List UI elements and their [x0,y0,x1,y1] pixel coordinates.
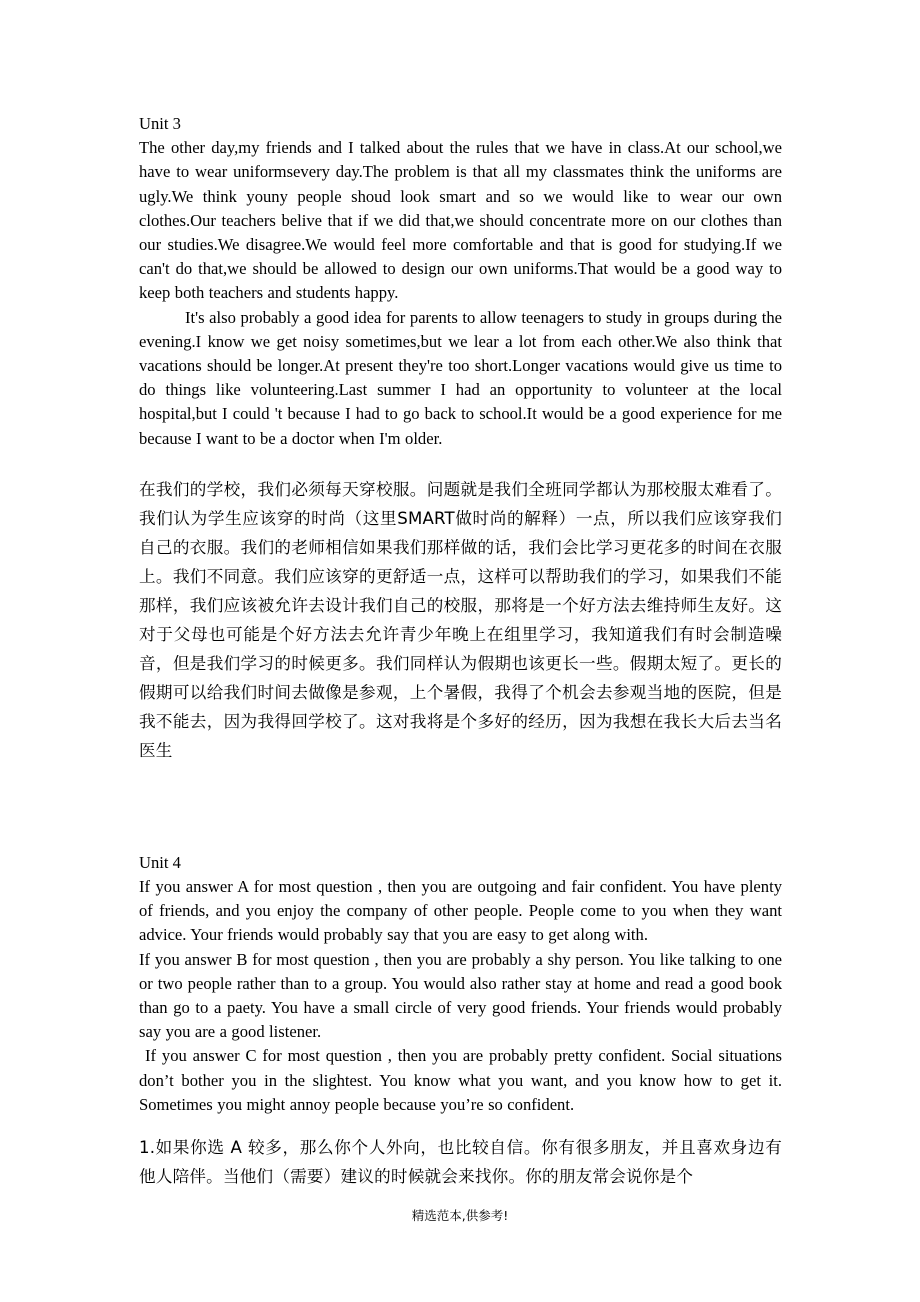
document-body [139,112,782,1191]
spacer [139,765,782,851]
page-footer: 精选范本,供参考! [411,1208,509,1223]
unit4-paragraph-a: If you answer A for most question , then you are outgoing and fair confident. You have plenty of friends, and you enjoy the company of other people. People come to you when they want advice. Your friends would probably say that you are easy to get along with. [139,877,782,945]
unit3-paragraph-1: The other day,my friends and I talked about the rules that we have in class.At our school,we have to wear uniformsevery day.The problem is that all my classmates think the uniforms are ugly.We think youny people shoud look smart and so we would like to wear our own clothes.Our teachers belive that if we did that,we should concentrate more on our clothes than our studies.We disagree.We would feel more comfortable and that is good for studying.If we can't do that,we should be allowed to design our own uniforms.That would be a good way to keep both teachers and students happy. [139,138,782,303]
unit4-paragraph-c: If you answer C for most question , then you are probably pretty confident. Social situations don’t bother you in the slightest. You know what you want, and you know how to get it. Sometimes you might annoy people because you’re so confident. [139,1046,782,1114]
spacer [139,451,782,475]
spacer [139,1117,782,1133]
unit3-paragraph-2: It's also probably a good idea for parents to allow teenagers to study in groups during the evening.I know we get noisy sometimes,but we lear a lot from each other.We also think that vacations should be longer.At present they're too short.Longer vacations would give us time to do things like volunteering.Last summer I had an opportunity to volunteer at the local hospital,but I could 't because I had to go back to school.It would be a good experience for me because I want to be a doctor when I'm older. [139,307,782,448]
unit4-paragraph-b: If you answer B for most question , then you are probably a shy person. You like talking to one or two people rather than to a group. You would also rather stay at home and read a good book than go to a paety. You have a small circle of very good friends. Your friends would probably say you are a good listener. [139,949,782,1042]
unit3-heading: Unit 3 [139,114,181,133]
unit4-heading: Unit 4 [139,852,181,872]
unit4-translation: 1.如果你选 A 较多，那么你个人外向，也比较自信。你有很多朋友，并且喜欢身边有他人陪伴。当他们（需要）建议的时候就会来找你。你的朋友常会说你是个 [139,1138,782,1187]
unit3-translation: 在我们的学校，我们必须每天穿校服。问题就是我们全班同学都认为那校服太难看了。我们认为学生应该穿的时尚（这里SMART做时尚的解释）一点，所以我们应该穿我们自己的衣服。我们的老师相信如果我们那样做的话，我们会比学习更花多的时间在衣服上。我们不同意。我们应该穿的更舒适一点，这样可以帮助我们的学习，如果我们不能那样，我们应该被允许去设计我们自己的校服，那将是一个好方法去维持师生友好。这对于父母也可能是个好方法去允许青少年晚上在组里学习，我知道我们有时会制造噪音，但是我们学习的时候更多。我们同样认为假期也该更长一些。假期太短了。更长的假期可以给我们时间去做像是参观，上个暑假，我得了个机会去参观当地的医院，但是我不能去，因为我得回学校了。这对我将是个多好的经历，因为我想在我长大后去当名医生 [139,479,782,760]
